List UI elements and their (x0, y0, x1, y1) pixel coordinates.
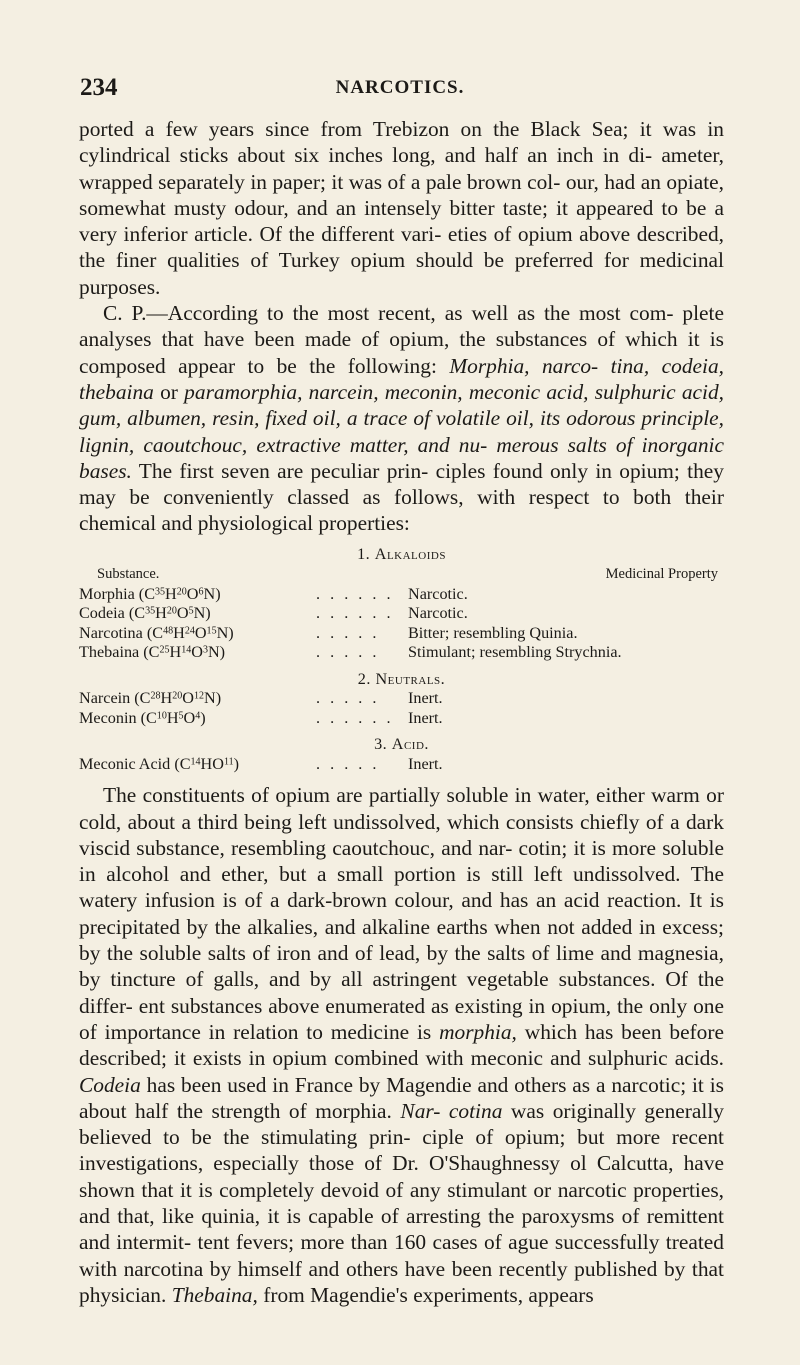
property-cell: Narcotic. (408, 584, 468, 603)
opium-constituents-table (79, 545, 724, 775)
section-number: 1. (357, 544, 371, 563)
property-cell: Narcotic. (408, 604, 468, 623)
property-cell: Bitter; resembling Quinia. (408, 623, 578, 642)
para2-list-b: paramorphia, narcein, meconin, meconic acid, sulphuric acid, gum, albumen, resin, fixed oil, a trace of volatile oil, its odorous principle, lignin, caoutchouc, extractive matter, and nu- merous salts of inorganic bases. (79, 379, 725, 483)
body-text (79, 116, 724, 1308)
leader-dots: . . . . . . (316, 584, 394, 603)
page-header (80, 74, 720, 108)
para2-or: or (153, 379, 185, 404)
leader-dots: . . . . . . (316, 604, 394, 623)
substance-cell: Morphia $(C^{35}H^{20}O^6N)$ (79, 584, 221, 603)
paragraph-3: The constituents of opium are partially soluble in water, either warm or cold, about a third being left undissolved, which consists chiefly of a dark viscid substance, resembling caoutchouc, and nar- cotin; it is more soluble in alcohol and ether, but a small portion is still left undissolved. The watery infusion is of a dark-brown colour, and has an acid reaction. It is precipitated by the alkalies, and alkaline earths when not added in excess; by the soluble salts of iron and of lead, by the salts of lime and magnesia, by tincture of galls, and by all astringent vegetable substances. Of the differ- ent substances above enumerated as existing in opium, the only one of importance in relation to medicine is morphia, which has been before described; it exists in opium combined with meconic and sulphuric acids. Codeia has been used in France by Magendie and others as a narcotic; it is about half the strength of morphia. Nar- cotina was originally generally believed to be the stimulating prin- ciple of opium; but more recent investigations, especially those of Dr. O'Shaughnessy ol Calcutta, have shown that it is completely devoid of any stimulant or narcotic properties, and that, like quinia, it is capable of arresting the paroxysms of remittent and intermit- tent fevers; more than 160 cases of ague successfully treated with narcotina by himself and others have been recently published by that physician. Thebaina, from Magendie's experiments, appears (79, 783, 724, 1307)
column-headers (79, 565, 724, 585)
section-heading (79, 545, 724, 565)
substance-cell: Meconin $(C^{10}H^5O^4)$ (79, 708, 206, 727)
page-number: 234 (80, 74, 118, 101)
table-row (79, 689, 724, 709)
substance-cell: Codeia $(C^{35}H^{20}O^5N)$ (79, 604, 211, 623)
para2-lead: C. P.—According to the most recent, as well as the most com- plete analyses that have been made of opium, the substances of which it is composed appear to be the following: (79, 301, 724, 378)
column-substance: Substance. (97, 566, 160, 583)
property-cell: Inert. (408, 708, 443, 727)
table-row (79, 585, 724, 605)
leader-dots: . . . . . (316, 623, 380, 642)
property-cell: Inert. (408, 754, 443, 773)
leader-dots: . . . . . (316, 689, 380, 708)
substance-cell: Narcein $(C^{28}H^{20}O^{12}N)$ (79, 689, 222, 708)
leader-dots: . . . . . (316, 643, 380, 662)
substance-cell: Meconic Acid $(C^{14}HO^{11})$ (79, 754, 239, 773)
section-heading (79, 735, 724, 755)
table-row (79, 709, 724, 729)
property-cell: Inert. (408, 689, 443, 708)
paragraph-1: ported a few years since from Trebizon on the Black Sea; it was in cylindrical sticks about six inches long, and half an inch in di- ameter, wrapped separately in paper; it was of a pale brown col- our, had an opiate, somewhat musty odour, and an intensely bitter taste; it appeared to be a very inferior article. Of the different vari- eties of opium above described, the finer qualities of Turkey opium should be preferred for medicinal purposes. (79, 117, 724, 299)
property-cell: Stimulant; resembling Strychnia. (408, 643, 622, 662)
section-number: 3. (374, 735, 388, 754)
para2-list-a: Morphia, narco- tina, codeia, thebaina (79, 353, 724, 404)
running-head: NARCOTICS. (335, 77, 465, 98)
leader-dots: . . . . . (316, 754, 380, 773)
substance-cell: Thebaina $(C^{25}H^{14}O^3N)$ (79, 643, 226, 662)
section-heading (79, 670, 724, 690)
section-number: 2. (357, 669, 371, 688)
substance-cell: Narcotina $(C^{48}H^{24}O^{15}N)$ (79, 623, 234, 642)
table-row (79, 643, 724, 663)
section-title: Neutrals. (375, 669, 446, 688)
para2-tail: The first seven are peculiar prin- ciples found only in opium; they may be conveniently classed as follows, with respect to both their chemical and physiological properties: (79, 458, 724, 536)
section-title: Acid. (391, 735, 429, 754)
table-row (79, 624, 724, 644)
leader-dots: . . . . . . (316, 708, 394, 727)
table-row (79, 604, 724, 624)
section-title: Alkaloids (374, 544, 446, 563)
column-property: Medicinal Property (605, 566, 718, 583)
paragraph-2 (79, 300, 724, 537)
table-row (79, 755, 724, 775)
